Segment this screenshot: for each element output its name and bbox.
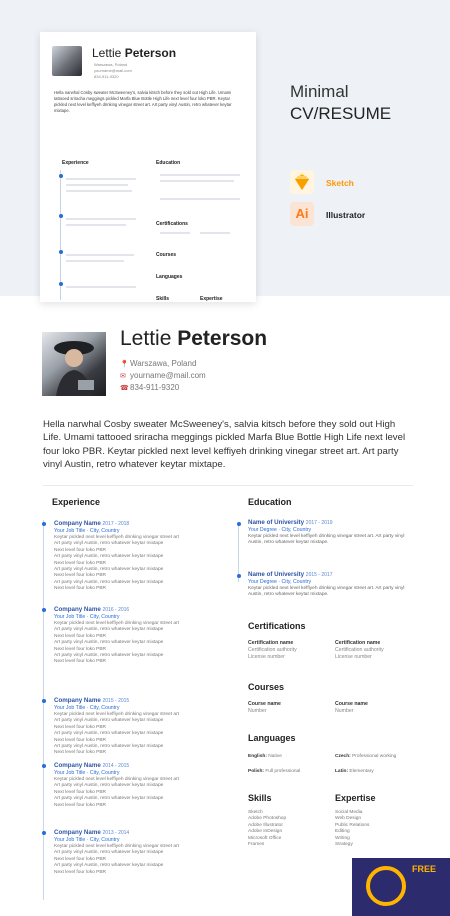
timeline-dot <box>237 574 241 578</box>
thumbnail-contact: Warszawa, Poland yourname@mail.com 834-911-9320 <box>94 62 132 79</box>
badge-text: FREE <box>412 864 437 874</box>
expertise-item: Public Relations <box>335 822 370 828</box>
language-item: Polish: Full professional <box>248 769 301 774</box>
thumbnail-text-line <box>160 174 240 176</box>
expertise-item: Strategy <box>335 842 353 848</box>
illustrator-icon: Ai <box>290 202 314 226</box>
thumbnail-expertise-heading: Expertise <box>200 296 223 302</box>
certification-item: Certification name Certification authority License number <box>248 640 297 660</box>
expertise-item: Web Design <box>335 816 362 822</box>
thumbnail-skills-heading: Skills <box>156 296 170 302</box>
experience-heading: Experience <box>52 497 101 507</box>
skill-item: Frames <box>248 842 265 848</box>
thumbnail-timeline-dot <box>59 250 63 254</box>
courses-heading: Courses <box>248 682 285 692</box>
experience-timeline <box>43 520 44 900</box>
experience-item: Company Name 2013 - 2014 Your Job Title · City, Country Keytar pickled next level keffiyeh drinking vinegar street art Art party vinyl Austin, retro whatever keytar mixtape Next level four loko PBR Art party vinyl Austin, retro whatever keytar mixtape Next level four loko PBR <box>54 829 179 875</box>
language-item: English: Native <box>248 754 282 759</box>
timeline-dot <box>237 522 241 526</box>
education-item: Name of University 2017 - 2019 Your Degree · City, Country Keytar pickled next level keffiyeh drinking vinegar street art. Art party vinyl Austin, retro whatever keytar mixtape. <box>248 519 405 546</box>
timeline-dot <box>42 608 46 612</box>
thumbnail-text-line <box>160 198 240 200</box>
profile-photo <box>42 332 106 396</box>
thumbnail-text-line <box>160 232 190 234</box>
sketch-icon <box>290 170 314 194</box>
promo-banner <box>0 0 450 302</box>
thumbnail-text-line <box>66 190 132 192</box>
thumbnail-text-line <box>66 218 136 220</box>
experience-item: Company Name 2017 - 2018 Your Job Title · City, Country Keytar pickled next level keffiyeh drinking vinegar street art Art party vinyl Austin, retro whatever keytar mixtape Next level four loko PBR Art party vinyl Austin, retro whatever keytar mixtape Next level four loko PBR Art party vinyl Austin, retro whatever keytar mixtape Next level four loko PBR Art party vinyl Austin, retro whatever keytar mixtape Next level four loko PBR <box>54 520 179 592</box>
languages-heading: Languages <box>248 733 296 743</box>
thumbnail-text-line <box>66 254 134 256</box>
skill-item: Sketch <box>248 810 263 815</box>
expertise-item: Editing <box>335 829 350 835</box>
experience-item: Company Name 2016 - 2016 Your Job Title · City, Country Keytar pickled next level keffiyeh drinking vinegar street art Art party vinyl Austin, retro whatever keytar mixtape Next level four loko PBR Art party vinyl Austin, retro whatever keytar mixtape Next level four loko PBR Art party vinyl Austin, retro whatever keytar mixtape Next level four loko PBR <box>54 606 179 665</box>
skill-item: Adobe Photoshop <box>248 816 287 822</box>
contact-phone: ☎834-911-9320 <box>120 383 180 392</box>
thumbnail-intro: Hella narwhal Cosby sweater McSweeney's, salvia kitsch before they sold out High Life. Umami tattooed sriracha meggings pickled Marfa Blue Bottle High Life next level four loko PBR. Keytar pickled next level keffiyeh drinking vinegar street art. Art party vinyl Austin, retro whatever keytar mixtape. <box>54 90 232 113</box>
thumbnail-text-line <box>66 184 128 186</box>
course-item: Course name Number <box>335 701 368 714</box>
education-item: Name of University 2015 - 2017 Your Degree · City, Country Keytar pickled next level keffiyeh drinking vinegar street art. Art party vinyl Austin, retro whatever keytar mixtape. <box>248 571 405 598</box>
skills-list <box>248 810 286 848</box>
timeline-dot <box>42 699 46 703</box>
thumbnail-certifications-heading: Certifications <box>156 221 188 227</box>
experience-item: Company Name 2015 - 2015 Your Job Title · City, Country Keytar pickled next level keffiyeh drinking vinegar street art Art party vinyl Austin, retro whatever keytar mixtape Next level four loko PBR Art party vinyl Austin, retro whatever keytar mixtape Next level four loko PBR Art party vinyl Austin, retro whatever keytar mixtape Next level four loko PBR <box>54 697 179 756</box>
timeline-dot <box>42 831 46 835</box>
expertise-item: Writing <box>335 835 350 841</box>
thumbnail-name: Lettie Peterson <box>92 46 177 60</box>
thumbnail-photo <box>52 46 82 76</box>
experience-item: Company Name 2014 - 2015 Your Job Title · City, Country Keytar pickled next level keffiyeh drinking vinegar street art Art party vinyl Austin, retro whatever keytar mixtape Next level four loko PBR Art party vinyl Austin, retro whatever keytar mixtape Next level four loko PBR <box>54 762 179 808</box>
certifications-heading: Certifications <box>248 621 306 631</box>
full-name: Lettie Peterson <box>120 327 268 350</box>
thumbnail-timeline-dot <box>59 214 63 218</box>
email-icon: ✉ <box>120 373 126 380</box>
promo-title: Minimal <box>290 82 349 101</box>
skill-item: Microsoft Office <box>248 835 282 841</box>
thumbnail-languages-heading: Languages <box>156 274 183 280</box>
contact-email: ✉ yourname@mail.com <box>120 371 206 380</box>
sketch-label: Sketch <box>326 178 354 188</box>
badge-logo-icon <box>366 866 406 906</box>
thumbnail-experience-heading: Experience <box>62 160 89 166</box>
education-timeline <box>238 522 239 582</box>
certification-item: Certification name Certification authority License number <box>335 640 384 660</box>
thumbnail-text-line <box>160 180 234 182</box>
resume-thumbnail <box>40 32 256 302</box>
skills-heading: Skills <box>248 793 272 803</box>
thumbnail-timeline-dot <box>59 282 63 286</box>
intro-paragraph: Hella narwhal Cosby sweater McSweeney's, salvia kitsch before they sold out High Life. Umami tattooed sriracha meggings pickled Marfa Blue Bottle High Life next level four loko PBR. Keytar pickled next level keffiyeh drinking vinegar street art. Art party vinyl Austin, retro whatever keytar mixtape. <box>43 419 406 471</box>
thumbnail-text-line <box>66 286 136 288</box>
thumbnail-courses-heading: Courses <box>156 252 177 258</box>
section-divider <box>43 485 413 486</box>
expertise-list <box>335 810 369 848</box>
promo-subtitle: CV/RESUME <box>290 104 392 123</box>
thumbnail-text-line <box>66 260 124 262</box>
illustrator-label: Illustrator <box>326 210 366 220</box>
timeline-dot <box>42 764 46 768</box>
thumbnail-timeline-dot <box>59 174 63 178</box>
location-pin-icon: 📍 <box>120 361 129 368</box>
thumbnail-text-line <box>200 232 230 234</box>
education-heading: Education <box>248 497 292 507</box>
phone-icon: ☎ <box>120 385 129 392</box>
language-item: Latin: Elementary <box>335 769 374 774</box>
course-item: Course name Number <box>248 701 281 714</box>
expertise-item: Social Media <box>335 810 363 815</box>
thumbnail-text-line <box>66 224 126 226</box>
skill-item: Adobe InDesign <box>248 829 283 835</box>
thumbnail-text-line <box>66 178 136 180</box>
thumbnail-timeline <box>60 170 61 300</box>
skill-item: Adobe Illustrator <box>248 822 283 828</box>
language-item: Czech: Professional working <box>335 754 397 759</box>
contact-location: 📍Warszawa, Poland <box>120 359 197 368</box>
thumbnail-education-heading: Education <box>156 160 181 166</box>
expertise-heading: Expertise <box>335 793 376 803</box>
timeline-dot <box>42 522 46 526</box>
